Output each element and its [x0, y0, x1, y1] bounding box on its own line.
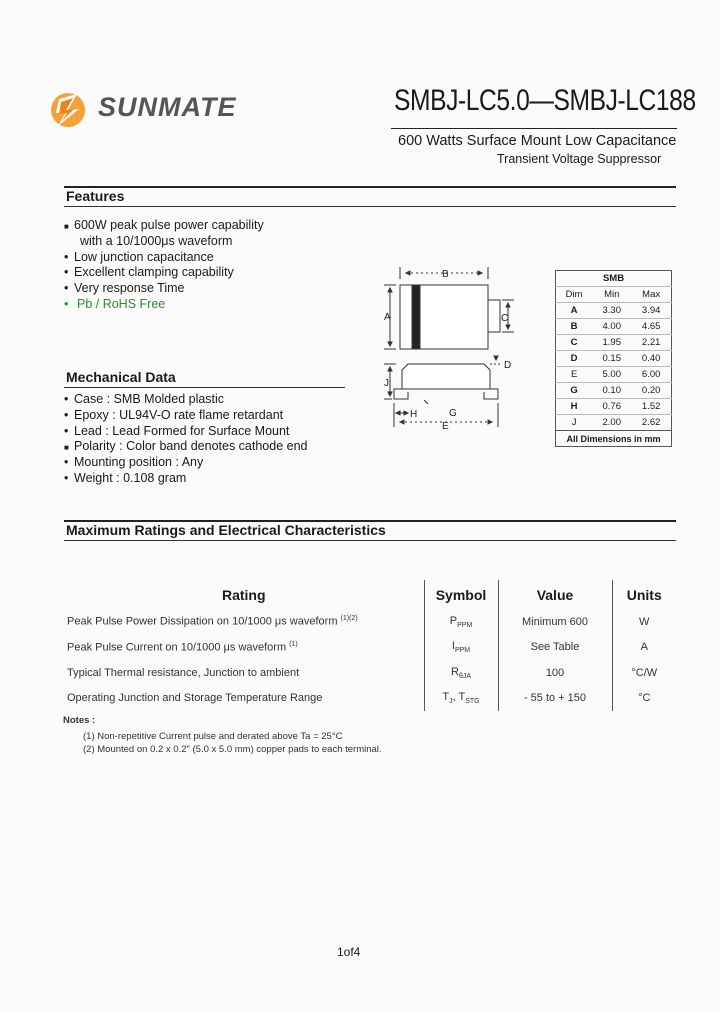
features-top-rule: [64, 186, 676, 188]
page-number: 1of4: [337, 945, 361, 959]
table-row: B 4.00 4.65: [556, 319, 672, 335]
list-item: • Epoxy : UL94V-O rate flame retardant: [64, 407, 284, 422]
symbol-cell: $P_{PPM}$: [424, 609, 498, 635]
notes-heading: Notes :: [63, 715, 96, 726]
list-item: • Pb / RoHS Free: [64, 296, 166, 311]
list-item: • Mounting position : Any: [64, 455, 204, 470]
symbol-cell: $I_{PPM}$: [424, 635, 498, 661]
table-row: [64, 686, 676, 712]
features-heading: Features: [66, 188, 125, 204]
subtitle-line1: 600 Watts Surface Mount Low Capacitance: [398, 133, 677, 149]
sunmate-logo: [46, 82, 256, 134]
max-header: Max: [631, 287, 671, 303]
list-item: • Lead : Lead Formed for Surface Mount: [64, 423, 290, 438]
table-row: J 2.00 2.62: [556, 415, 672, 431]
table-row: H 0.76 1.52: [556, 399, 672, 415]
dim-label-j: J: [384, 378, 389, 389]
units-header: Units: [612, 580, 676, 609]
list-item: • Low junction capacitance: [64, 249, 214, 264]
dimensions-footer: All Dimensions in mm: [556, 431, 672, 447]
part-range-title: SMBJ-LC5.0—SMBJ-LC188: [394, 84, 696, 117]
value-cell: - 55 to + 150: [498, 686, 612, 712]
symbol-cell: $R_{\theta JA}$: [424, 660, 498, 686]
table-row: [556, 271, 672, 287]
symbol-cell: $T_J$, $T_{STG}$: [424, 686, 498, 712]
dim-label-b: B: [442, 269, 449, 280]
dim-label-d: D: [504, 360, 512, 371]
list-item: • Weight : 0.108 gram: [64, 470, 187, 485]
features-list: [64, 218, 264, 313]
table-row: [64, 580, 676, 609]
ratings-bottom-rule: [64, 540, 676, 541]
table-row: D 0.15 0.40: [556, 351, 672, 367]
value-header: Value: [498, 580, 612, 609]
list-item: • Very response Time: [64, 281, 185, 296]
table-row: [64, 635, 676, 661]
value-cell: 100: [498, 660, 612, 686]
min-header: Min: [592, 287, 631, 303]
rating-cell: Typical Thermal resistance, Junction to ambient: [67, 666, 300, 679]
dim-label-g: G: [449, 408, 457, 419]
table-row: C 1.95 2.21: [556, 335, 672, 351]
table-row: G 0.10 0.20: [556, 383, 672, 399]
package-name: SMB: [602, 273, 625, 284]
dim-label-a: A: [384, 312, 391, 323]
units-cell: A: [612, 635, 676, 661]
title-divider: [391, 128, 677, 129]
dim-header: Dim: [556, 287, 593, 303]
notes-block: [63, 713, 382, 755]
brand-name: SUNMATE: [98, 92, 237, 122]
rating-cell: Peak Pulse Current on 10/1000 μs waveform $^{(1)}$: [67, 640, 298, 654]
value-cell: See Table: [498, 635, 612, 661]
note-item: (2) Mounted on 0.2 x 0.2" (5.0 x 5.0 mm) copper pads to each terminal.: [83, 744, 382, 755]
mechanical-rule: [64, 387, 345, 388]
dim-label-e: E: [442, 421, 449, 432]
symbol-header: Symbol: [424, 580, 498, 609]
list-item: • Excellent clamping capability: [64, 265, 234, 280]
dim-label-h: H: [410, 409, 418, 420]
dim-label-c: C: [501, 313, 509, 324]
mechanical-list: [64, 392, 308, 487]
ratings-table: [64, 580, 676, 711]
list-item: • Case : SMB Molded plastic: [64, 392, 225, 406]
note-item: (1) Non-repetitive Current pulse and derated above Ta = 25°C: [83, 731, 343, 742]
table-row: [556, 431, 672, 447]
subtitle-line2: Transient Voltage Suppressor: [497, 152, 662, 166]
list-item: ■ 600W peak pulse power capability: [64, 218, 264, 232]
value-cell: Minimum 600: [498, 609, 612, 635]
table-row: [64, 609, 676, 635]
units-cell: °C: [612, 686, 676, 712]
units-cell: W: [612, 609, 676, 635]
package-outline-diagram: [368, 262, 518, 434]
features-bottom-rule: [64, 206, 676, 207]
list-item: with a 10/1000μs waveform: [80, 233, 233, 248]
units-cell: °C/W: [612, 660, 676, 686]
ratings-heading: Maximum Ratings and Electrical Characteristics: [66, 522, 386, 538]
table-row: [556, 287, 672, 303]
table-row: E 5.00 6.00: [556, 367, 672, 383]
mechanical-heading: Mechanical Data: [66, 369, 176, 385]
dimensions-table: [555, 270, 672, 447]
rating-header: Rating: [221, 587, 266, 603]
list-item: ■ Polarity : Color band denotes cathode end: [64, 439, 308, 454]
rating-cell: Operating Junction and Storage Temperature Range: [67, 692, 323, 705]
rating-cell: Peak Pulse Power Dissipation on 10/1000 μs waveform $^{(1)(2)}$: [67, 615, 358, 629]
table-row: A 3.30 3.94: [556, 303, 672, 319]
table-row: [64, 660, 676, 686]
